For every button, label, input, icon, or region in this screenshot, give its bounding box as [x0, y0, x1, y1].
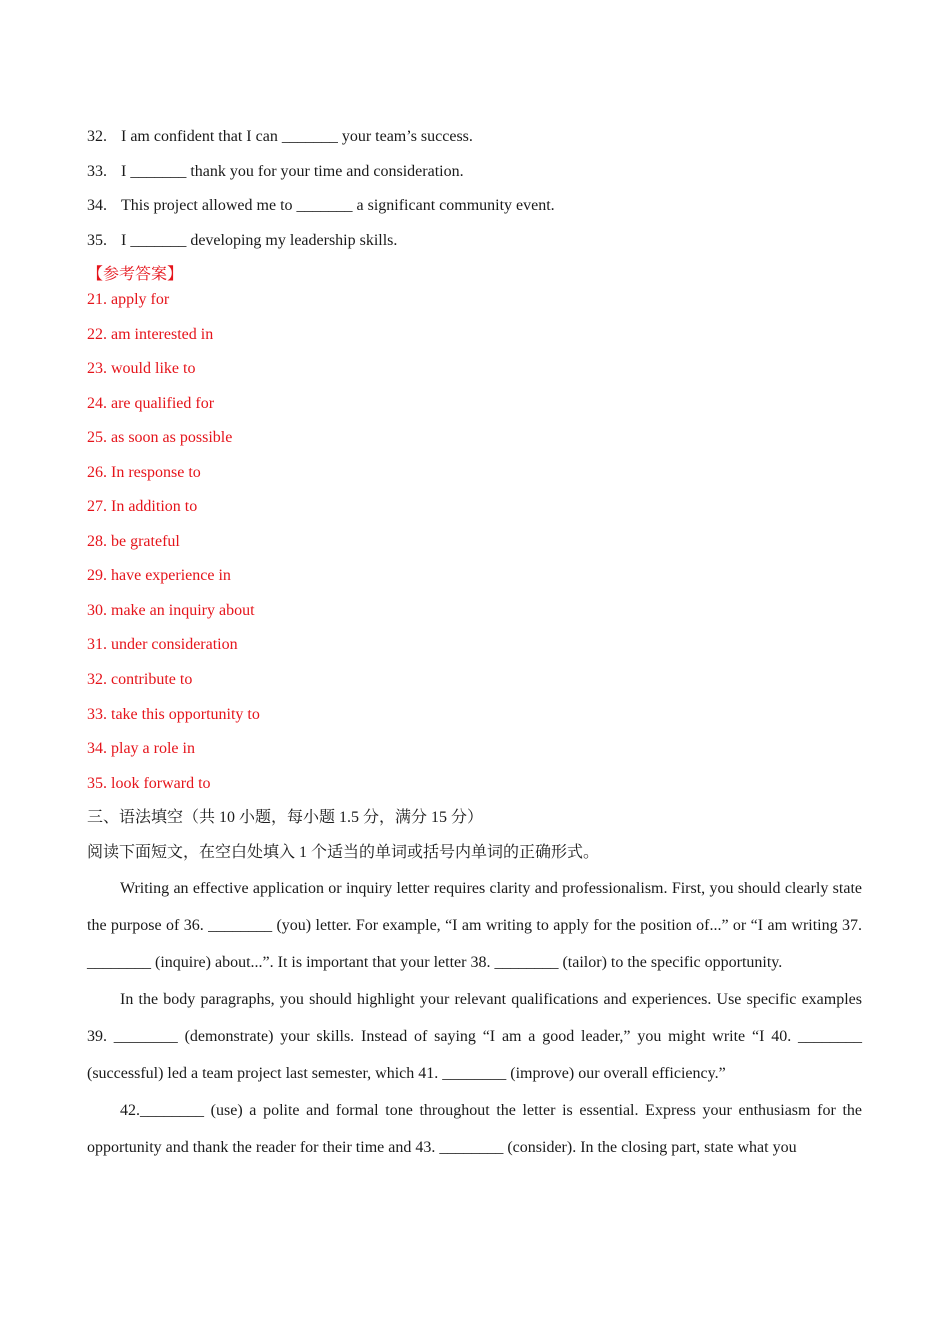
answer-item: 26. In response to [87, 464, 201, 481]
question-34 [87, 195, 555, 217]
question-number: 33. [87, 163, 107, 180]
question-number: 32. [87, 128, 107, 145]
section-instruction: 阅读下面短文，在空白处填入 1 个适当的单词或括号内单词的正确形式。 [87, 844, 600, 861]
question-33 [87, 161, 464, 183]
passage [87, 870, 862, 1166]
passage-paragraph-3: 42.________ (use) a polite and formal tone throughout the letter is essential. Express your enthusiasm for the opportunity and thank the reader for their time and 43. ________ (consider). In the closing part, state what you [87, 1102, 862, 1156]
answer-item: 23. would like to [87, 360, 196, 377]
section-title: 三、语法填空（共 10 小题，每小题 1.5 分，满分 15 分） [87, 809, 484, 826]
answer-item: 35. look forward to [87, 775, 211, 792]
question-35 [87, 230, 397, 252]
answer-item: 34. play a role in [87, 740, 195, 757]
answer-item: 25. as soon as possible [87, 429, 233, 446]
answer-item: 33. take this opportunity to [87, 706, 260, 723]
answer-item: 21. apply for [87, 291, 170, 308]
answer-item: 22. am interested in [87, 326, 214, 343]
question-number: 35. [87, 232, 107, 249]
answer-item: 24. are qualified for [87, 395, 215, 412]
passage-paragraph-2: In the body paragraphs, you should highlight your relevant qualifications and experiences. Use specific examples 39. ________ (demonstrate) your skills. Instead of saying “I am a good leader,” you might write “I 40. ________ (successful) led a team project last semester, which 41. ________ (improve) our overall efficiency.” [87, 991, 862, 1082]
question-number: 34. [87, 197, 107, 214]
question-text: I _______ developing my leadership skills. [121, 232, 398, 249]
question-text: This project allowed me to _______ a significant community event. [121, 197, 555, 214]
answer-item: 31. under consideration [87, 636, 238, 653]
answer-item: 28. be grateful [87, 533, 180, 550]
answer-key-title: 【参考答案】 [87, 266, 184, 283]
answer-item: 27. In addition to [87, 498, 198, 515]
answer-item: 29. have experience in [87, 567, 231, 584]
passage-paragraph-1: Writing an effective application or inquiry letter requires clarity and professionalism. First, you should clearly state the purpose of 36. ________ (you) letter. For example, “I am writing to apply for the position of...” or “I am writing 37. ________ (inquire) about...”. It is important that your letter 38. ________ (tailor) to the specific opportunity. [87, 880, 862, 971]
question-32 [87, 126, 473, 148]
question-text: I am confident that I can _______ your team’s success. [121, 128, 473, 145]
question-text: I _______ thank you for your time and consideration. [121, 163, 464, 180]
answer-item: 30. make an inquiry about [87, 602, 255, 619]
answer-item: 32. contribute to [87, 671, 193, 688]
